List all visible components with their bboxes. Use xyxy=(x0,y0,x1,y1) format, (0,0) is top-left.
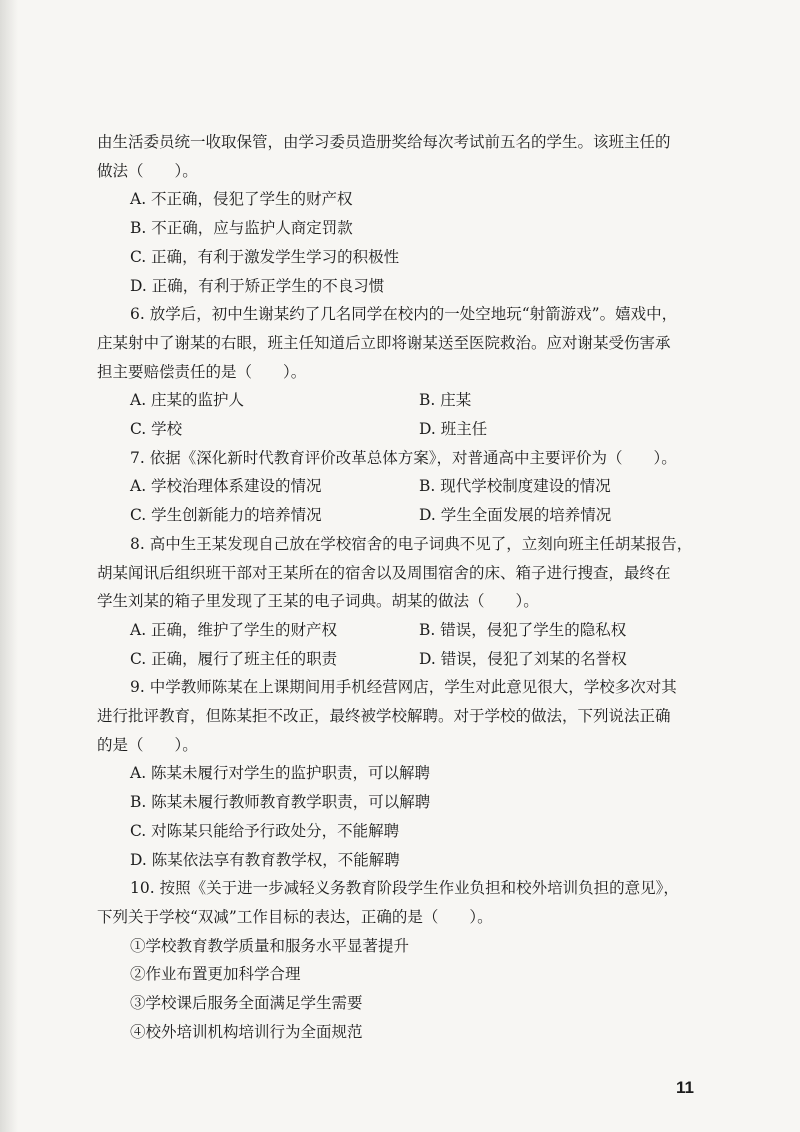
page-number: 11 xyxy=(676,1078,694,1097)
question-stem-line: 下列关于学校“双减”工作目标的表达，正确的是（ ）。 xyxy=(97,907,493,926)
option-c: C. 正确，有利于激发学生学习的积极性 xyxy=(130,247,400,266)
page-content xyxy=(97,128,705,1047)
question-stem-line: 8. 高中生王某发现自己放在学校宿舍的电子词典不见了，立刻向班主任胡某报告， xyxy=(130,534,693,553)
question-7 xyxy=(97,444,705,530)
question-stem-line: 胡某闻讯后组织班干部对王某所在的宿舍以及周围宿舍的床、箱子进行搜查，最终在 xyxy=(97,563,671,582)
option-b: B. 陈某未履行教师教育教学职责，可以解聘 xyxy=(130,793,431,812)
option-a: A. 正确，维护了学生的财产权 xyxy=(130,620,338,639)
option-c: C. 对陈某只能给予行政处分，不能解聘 xyxy=(130,821,400,840)
question-stem-line: 10. 按照《关于进一步减轻义务教育阶段学生作业负担和校外培训负担的意见》， xyxy=(130,879,679,898)
question-8 xyxy=(97,530,705,674)
statement-item: ③学校课后服务全面满足学生需要 xyxy=(130,994,363,1013)
statement-item: ①学校教育教学质量和服务水平显著提升 xyxy=(130,936,410,955)
question-10 xyxy=(97,874,705,1046)
option-a: A. 陈某未履行对学生的监护职责，可以解聘 xyxy=(130,764,431,783)
option-row xyxy=(97,616,705,645)
option-d: D. 班主任 xyxy=(419,420,488,439)
option-row xyxy=(97,386,705,415)
option-a: A. 庄某的监护人 xyxy=(130,391,245,410)
option-b: B. 现代学校制度建设的情况 xyxy=(419,477,611,496)
option-d: D. 错误，侵犯了刘某的名誉权 xyxy=(419,649,627,668)
option-c: C. 学生创新能力的培养情况 xyxy=(130,506,322,525)
question-stem-line: 的是（ ）。 xyxy=(97,735,198,754)
question-stem-line: 担主要赔偿责任的是（ ）。 xyxy=(97,362,307,381)
option-row xyxy=(97,501,705,530)
statement-item: ④校外培训机构培训行为全面规范 xyxy=(130,1022,363,1041)
option-row xyxy=(97,645,705,674)
option-row xyxy=(97,472,705,501)
question-stem-line: 做法（ ）。 xyxy=(97,161,198,180)
option-a: A. 学校治理体系建设的情况 xyxy=(130,477,322,496)
question-stem-line: 由生活委员统一收取保管，由学习委员造册奖给每次考试前五名的学生。该班主任的 xyxy=(97,133,671,151)
question-5 xyxy=(97,128,705,300)
option-b: B. 庄某 xyxy=(419,391,472,410)
option-d: D. 学生全面发展的培养情况 xyxy=(419,506,612,525)
option-d: D. 正确，有利于矫正学生的不良习惯 xyxy=(130,276,385,295)
option-d: D. 陈某依法享有教育教学权，不能解聘 xyxy=(130,850,400,869)
option-b: B. 不正确，应与监护人商定罚款 xyxy=(130,219,353,238)
question-stem-line: 9. 中学教师陈某在上课期间用手机经营网店，学生对此意见很大，学校多次对其 xyxy=(130,678,677,697)
binding-shadow xyxy=(0,0,18,1132)
option-a: A. 不正确，侵犯了学生的财产权 xyxy=(130,190,353,209)
option-b: B. 错误，侵犯了学生的隐私权 xyxy=(419,620,627,639)
question-9 xyxy=(97,673,705,874)
option-row xyxy=(97,415,705,444)
question-stem-line: 进行批评教育，但陈某拒不改正，最终被学校解聘。对于学校的做法，下列说法正确 xyxy=(97,707,671,726)
question-6 xyxy=(97,300,705,444)
statement-item: ②作业布置更加科学合理 xyxy=(130,965,301,984)
question-stem-line: 7. 依据《深化新时代教育评价改革总体方案》，对普通高中主要评价为（ ）。 xyxy=(130,448,677,467)
question-stem-line: 学生刘某的箱子里发现了王某的电子词典。胡某的做法（ ）。 xyxy=(97,592,539,611)
option-c: C. 正确，履行了班主任的职责 xyxy=(130,649,338,668)
option-c: C. 学校 xyxy=(130,420,183,439)
question-stem-line: 庄某射中了谢某的右眼，班主任知道后立即将谢某送至医院救治。应对谢某受伤害承 xyxy=(97,333,671,352)
question-stem-line: 6. 放学后，初中生谢某约了几名同学在校内的一处空地玩“射箭游戏”。嬉戏中， xyxy=(130,305,678,324)
